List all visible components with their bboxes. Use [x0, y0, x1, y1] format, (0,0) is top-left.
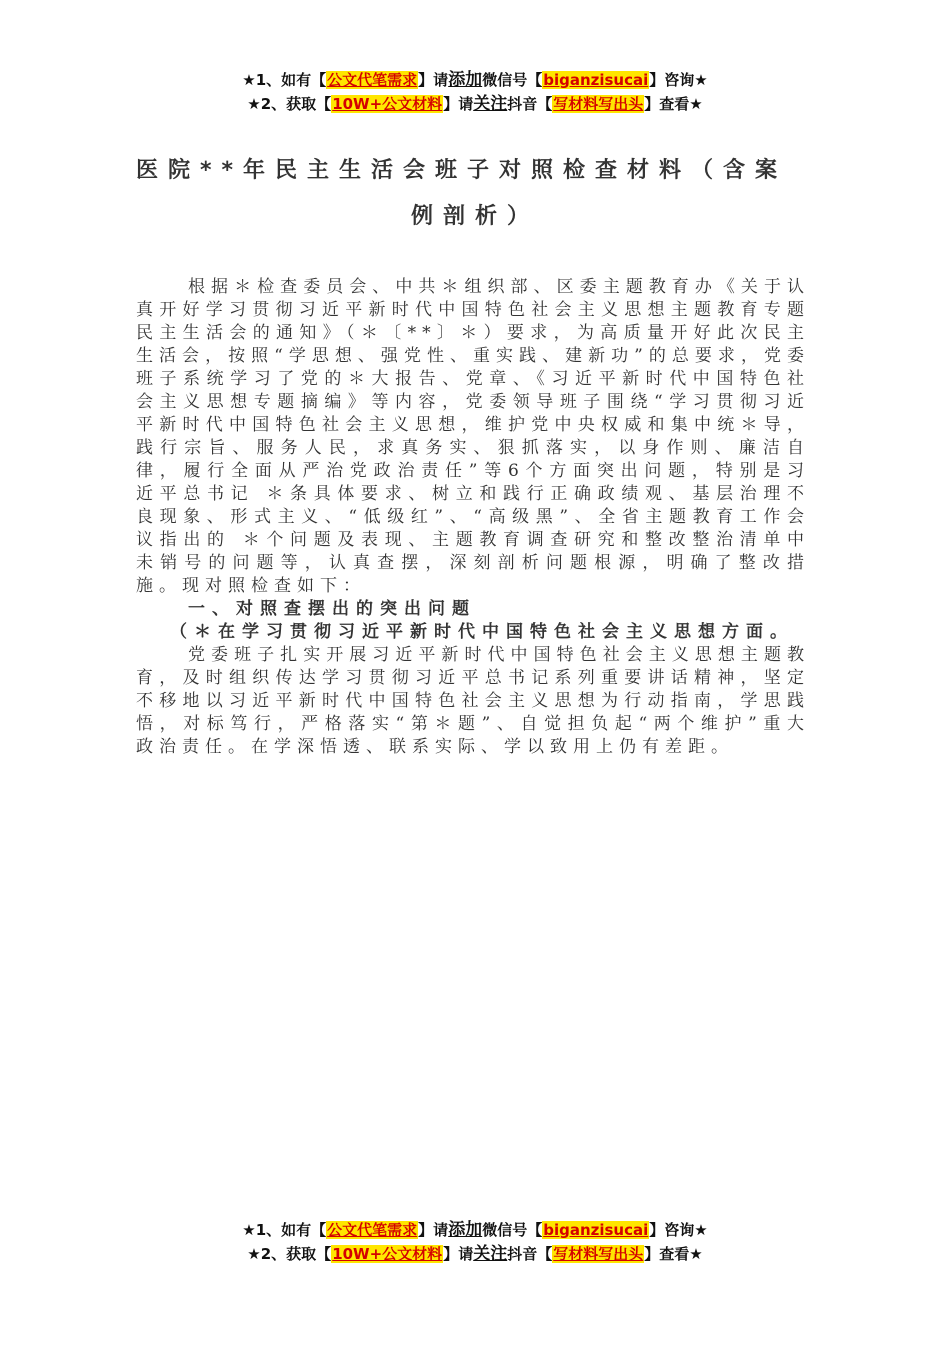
footer-highlight-service: 公文代笔需求 [327, 1221, 418, 1239]
header-banner [0, 68, 950, 116]
footer-line-2: ★2、获取【10W+公文材料】请关注抖音【写材料写出头】查看★ [247, 1244, 703, 1264]
footer-highlight-wechat: biganzisucai [543, 1221, 649, 1239]
footer-line-1: ★1、如有【公文代笔需求】请添加微信号【biganzisucai】咨询★ [242, 1220, 708, 1240]
subsection-heading-1: （＊在学习贯彻习近平新时代中国特色社会主义思想方面。 [170, 622, 794, 642]
title-line-1: 医院**年民主生活会班子对照检查材料（含案 [136, 158, 788, 183]
banner-line-2: ★2、获取【10W+公文材料】请关注抖音【写材料写出头】查看★ [247, 94, 703, 114]
section-heading-1: 一、对照查摆出的突出问题 [188, 599, 476, 619]
body-paragraph-2: 党委班子扎实开展习近平新时代中国特色社会主义思想主题教育，及时组织传达学习贯彻习近平总书记系列重要讲话精神，坚定不移地以习近平新时代中国特色社会主义思想为行动指南，学思践悟，对标笃行，严格落实“第＊题”、自觉担负起“两个维护”重大政治责任。在学深悟透、联系实际、学以致用上仍有差距。 [136, 645, 810, 757]
banner-highlight-wechat: biganzisucai [543, 71, 649, 89]
banner-highlight-materials: 10W+公文材料 [332, 95, 443, 113]
title-line-2: 例剖析） [410, 204, 539, 229]
footer-highlight-douyin: 写材料写出头 [553, 1245, 644, 1263]
banner-line-1: ★1、如有【公文代笔需求】请添加微信号【biganzisucai】咨询★ [242, 70, 708, 90]
footer-highlight-materials: 10W+公文材料 [332, 1245, 443, 1263]
intro-paragraph: 根据＊检查委员会、中共＊组织部、区委主题教育办《关于认真开好学习贯彻习近平新时代中国特色社会主义思想主题教育专题民主生活会的通知》（＊〔**〕＊）要求，为高质量开好此次民主生活会，按照“学思想、强党性、重实践、建新功”的总要求，党委班子系统学习了党的＊大报告、党章、《习近平新时代中国特色社会主义思想专题摘编》等内容，党委领导班子围绕“学习贯彻习近平新时代中国特色社会主义思想，维护党中央权威和集中统＊导，践行宗旨、服务人民，求真务实、狠抓落实，以身作则、廉洁自律，履行全面从严治党政治责任”等6个方面突出问题，特别是习近平总书记 ＊条具体要求、树立和践行正确政绩观、基层治理不良现象、形式主义、“低级红”、“高级黑”、全省主题教育工作会议指出的 ＊个问题及表现、主题教育调查研究和整改整治清单中未销号的问题等，认真查摆，深刻剖析问题根源，明确了整改措施。现对照检查如下： [136, 277, 810, 596]
document-title [136, 148, 814, 240]
document-body [136, 276, 810, 759]
banner-highlight-douyin: 写材料写出头 [553, 95, 644, 113]
footer-banner [0, 1218, 950, 1266]
banner-highlight-service: 公文代笔需求 [327, 71, 418, 89]
